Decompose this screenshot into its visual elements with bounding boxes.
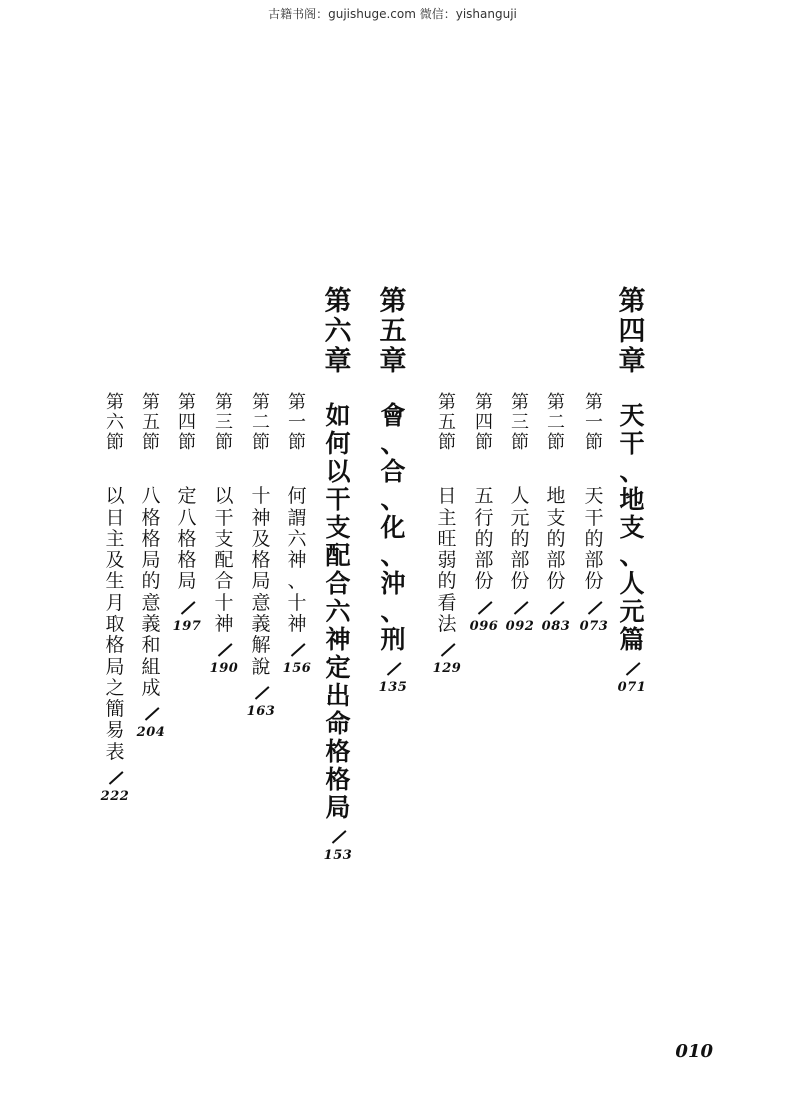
toc-chapter-entry[interactable]	[616, 287, 648, 695]
slash-separator-icon	[287, 641, 307, 659]
toc-section-entry[interactable]	[208, 393, 240, 676]
section-number: 第 五 節	[438, 392, 456, 453]
toc-chapter-entry[interactable]	[322, 287, 354, 863]
toc-section-entry[interactable]	[245, 393, 277, 719]
section-title: 定 八 格 格 局	[177, 485, 197, 593]
slash-separator-icon	[177, 599, 197, 617]
section-title: 八 格 格 局 的 意 義 和 組 成	[141, 485, 161, 699]
entry-page-number: 197	[172, 618, 202, 634]
section-title: 以 干 支 配 合 十 神	[214, 485, 234, 635]
entry-page-number: 153	[323, 847, 353, 863]
chapter-number: 第 四 章	[618, 286, 646, 378]
slash-separator-icon	[474, 599, 494, 617]
section-title: 日 主 旺 弱 的 看 法	[437, 485, 457, 635]
section-title: 人 元 的 部 份	[510, 485, 530, 593]
toc-section-entry[interactable]	[540, 393, 572, 634]
section-number: 第 四 節	[178, 392, 196, 453]
section-title: 五 行 的 部 份	[474, 485, 494, 593]
slash-separator-icon	[622, 660, 642, 678]
slash-separator-icon	[105, 769, 125, 787]
entry-page-number: 163	[246, 703, 276, 719]
slash-separator-icon	[251, 684, 271, 702]
section-title: 天 干 的 部 份	[584, 485, 604, 593]
watermark-text: 古籍书阁：gujishuge.com 微信：yishanguji	[268, 7, 517, 21]
section-number: 第 五 節	[142, 392, 160, 453]
section-title: 何 謂 六 神 、 十 神	[287, 485, 307, 635]
entry-page-number: 156	[282, 661, 312, 677]
toc-section-entry[interactable]	[171, 393, 203, 634]
toc-section-entry[interactable]	[468, 393, 500, 634]
entry-page-number: 071	[617, 679, 647, 695]
toc-section-entry[interactable]	[504, 393, 536, 634]
section-number: 第 二 節	[252, 392, 270, 453]
toc-chapter-entry[interactable]	[377, 287, 409, 695]
slash-separator-icon	[546, 599, 566, 617]
entry-page-number: 222	[100, 788, 130, 804]
section-title: 地 支 的 部 份	[546, 485, 566, 593]
entry-page-number: 092	[505, 618, 535, 634]
section-number: 第 三 節	[511, 392, 529, 453]
toc-section-entry[interactable]	[281, 393, 313, 676]
section-number: 第 一 節	[288, 392, 306, 453]
section-number: 第 三 節	[215, 392, 233, 453]
slash-separator-icon	[437, 641, 457, 659]
entry-page-number: 096	[469, 618, 499, 634]
slash-separator-icon	[141, 705, 161, 723]
entry-page-number: 135	[378, 679, 408, 695]
slash-separator-icon	[584, 599, 604, 617]
slash-separator-icon	[214, 641, 234, 659]
chapter-title: 會 、 合 、 化 、 沖 、 刑	[380, 400, 406, 654]
chapter-title: 天 干 、 地 支 、 人 元 篇	[619, 400, 645, 654]
section-number: 第 六 節	[106, 392, 124, 453]
toc-section-entry[interactable]	[431, 393, 463, 676]
page-number: 010	[675, 1041, 713, 1062]
toc-section-entry[interactable]	[135, 393, 167, 740]
chapter-number: 第 五 章	[379, 286, 407, 378]
toc-section-entry[interactable]	[99, 393, 131, 804]
section-number: 第 二 節	[547, 392, 565, 453]
slash-separator-icon	[328, 828, 348, 846]
chapter-number: 第 六 章	[324, 286, 352, 378]
section-number: 第 四 節	[475, 392, 493, 453]
entry-page-number: 129	[432, 661, 462, 677]
slash-separator-icon	[383, 660, 403, 678]
entry-page-number: 083	[541, 618, 571, 634]
section-title: 以 日 主 及 生 月 取 格 局 之 簡 易 表	[105, 485, 125, 763]
toc-section-entry[interactable]	[578, 393, 610, 634]
entry-page-number: 073	[579, 618, 609, 634]
slash-separator-icon	[510, 599, 530, 617]
section-number: 第 一 節	[585, 392, 603, 453]
section-title: 十 神 及 格 局 意 義 解 說	[251, 485, 271, 678]
chapter-title: 如 何 以 干 支 配 合 六 神 定 出 命 格 格 局	[325, 400, 351, 822]
entry-page-number: 190	[209, 661, 239, 677]
entry-page-number: 204	[136, 725, 166, 741]
